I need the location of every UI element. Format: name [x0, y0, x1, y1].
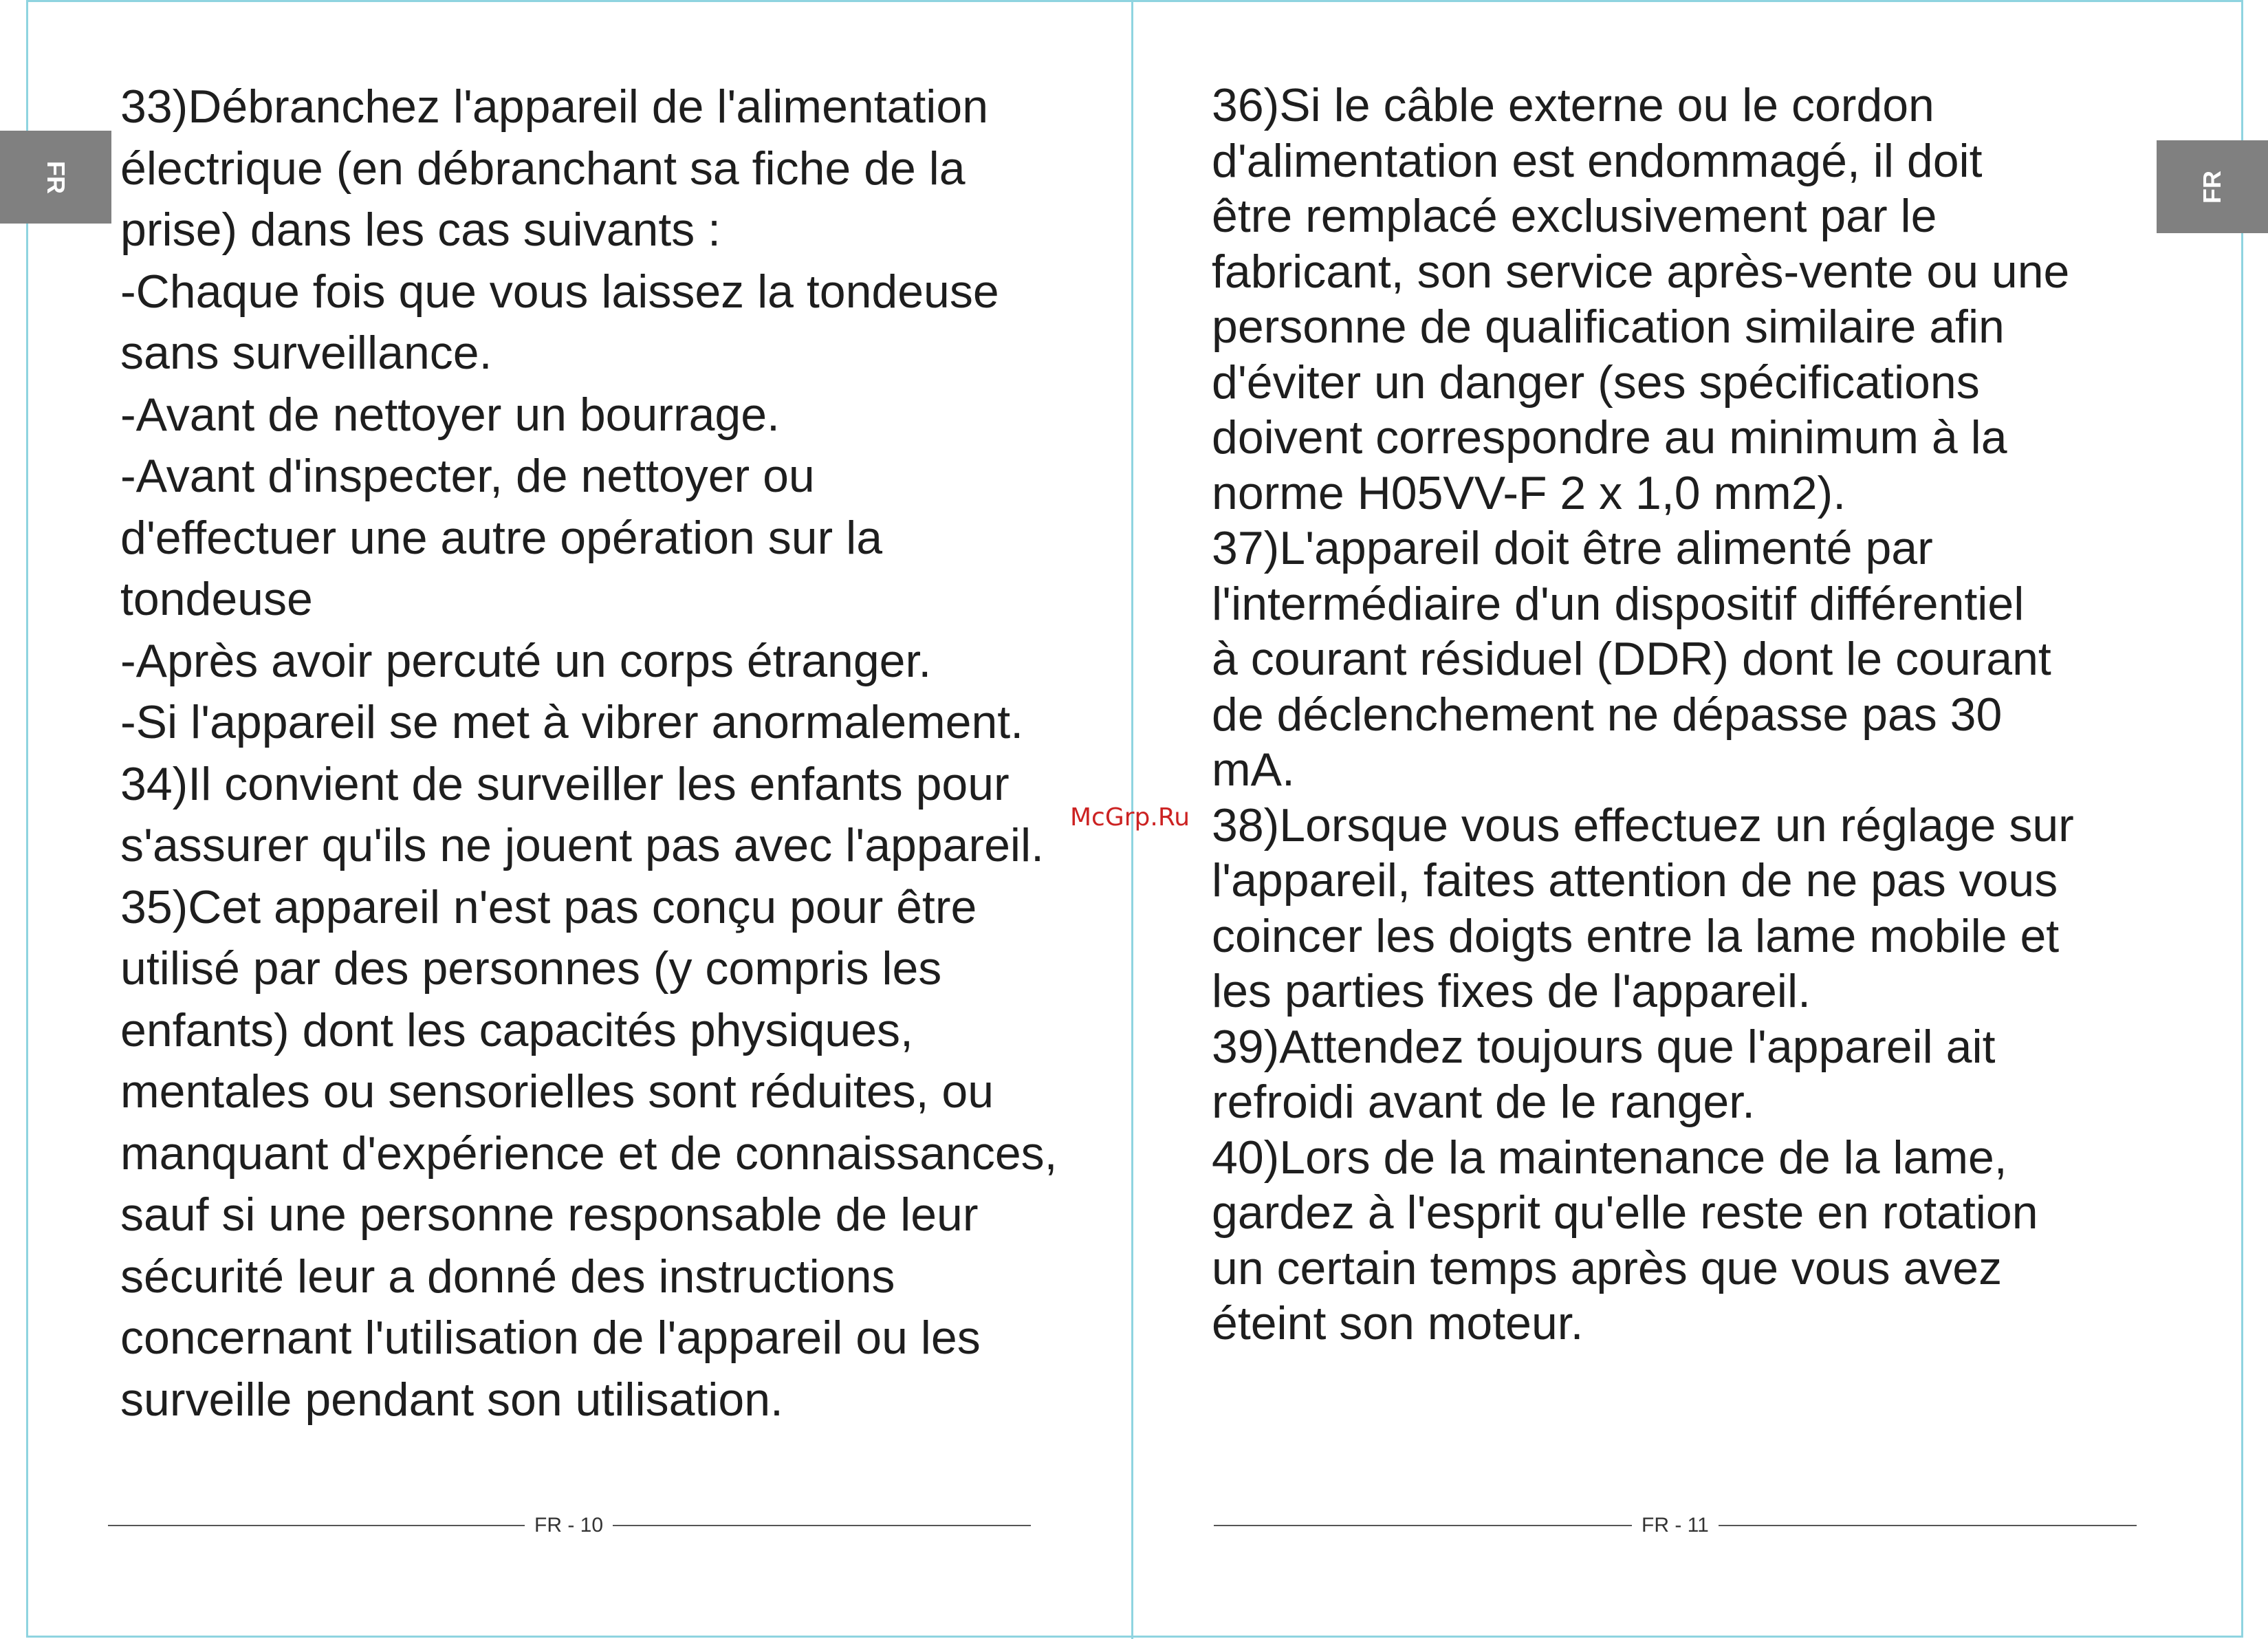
text-line: sans surveillance.	[120, 327, 492, 379]
watermark-text: McGrp.Ru	[1070, 803, 1190, 832]
text-line: prise) dans les cas suivants :	[120, 204, 721, 256]
text-line: 39)Attendez toujours que l'appareil ait	[1212, 1020, 1996, 1073]
text-line: enfants) dont les capacités physiques,	[120, 1003, 913, 1056]
language-tab-right-label: FR	[2198, 170, 2226, 204]
text-line: à courant résiduel (DDR) dont le courant	[1212, 633, 2051, 685]
text-line: -Chaque fois que vous laissez la tondeuse	[120, 265, 999, 318]
text-line: tondeuse	[120, 573, 313, 625]
text-line: éteint son moteur.	[1212, 1297, 1584, 1349]
language-tab-right	[2157, 140, 2268, 233]
text-line: l'intermédiaire d'un dispositif différentiel	[1212, 577, 2025, 630]
text-line: concernant l'utilisation de l'appareil ou les	[120, 1312, 981, 1364]
text-line: -Avant de nettoyer un bourrage.	[120, 388, 780, 441]
text-line: -Avant d'inspecter, de nettoyer ou	[120, 450, 815, 502]
text-line: 36)Si le câble externe ou le cordon	[1212, 79, 1934, 131]
text-line: mentales ou sensorielles sont réduites, ou	[120, 1065, 994, 1118]
language-tab-left	[0, 131, 111, 224]
language-tab-left-label: FR	[42, 160, 70, 194]
text-line: un certain temps après que vous avez	[1212, 1241, 2003, 1294]
right-page-body	[1212, 78, 2074, 1352]
text-line: 34)Il convient de surveiller les enfants pour	[120, 757, 1010, 810]
right-page-footer	[1214, 1508, 2137, 1543]
left-page-footer	[108, 1508, 1031, 1543]
text-line: manquant d'expérience et de connaissances,	[120, 1127, 1058, 1180]
text-line: -Après avoir percuté un corps étranger.	[120, 634, 932, 687]
text-line: fabricant, son service après-vente ou une	[1212, 245, 2070, 298]
left-page-body	[120, 76, 1058, 1431]
text-line: être remplacé exclusivement par le	[1212, 190, 1937, 242]
text-line: utilisé par des personnes (y compris les	[120, 942, 942, 995]
text-line: électrique (en débranchant sa fiche de la	[120, 142, 966, 195]
text-line: sauf si une personne responsable de leur	[120, 1188, 979, 1241]
text-line: personne de qualification similaire afin	[1212, 301, 2005, 353]
page-number: FR - 10	[534, 1514, 604, 1537]
text-line: mA.	[1212, 743, 1295, 796]
text-line: de déclenchement ne dépasse pas 30	[1212, 688, 2003, 741]
text-line: norme H05VV-F 2 x 1,0 mm2).	[1212, 466, 1846, 519]
text-line: coincer les doigts entre la lame mobile et	[1212, 909, 2060, 962]
text-line: doivent correspondre au minimum à la	[1212, 411, 2007, 464]
footer-rule	[1214, 1525, 1632, 1526]
text-line: 33)Débranchez l'appareil de l'alimentation	[120, 80, 989, 133]
text-line: 37)L'appareil doit être alimenté par	[1212, 522, 1933, 574]
text-line: -Si l'appareil se met à vibrer anormalement.	[120, 696, 1024, 748]
footer-rule	[108, 1525, 525, 1526]
text-line: gardez à l'esprit qu'elle reste en rotation	[1212, 1186, 2038, 1239]
text-line: d'éviter un danger (ses spécifications	[1212, 356, 1980, 409]
text-line: 35)Cet appareil n'est pas conçu pour être	[120, 880, 977, 933]
text-line: d'effectuer une autre opération sur la	[120, 511, 883, 564]
text-line: 38)Lorsque vous effectuez un réglage sur	[1212, 799, 2074, 851]
text-line: l'appareil, faites attention de ne pas vous	[1212, 854, 2058, 907]
footer-rule	[613, 1525, 1031, 1526]
page-number: FR - 11	[1642, 1514, 1709, 1537]
text-line: 40)Lors de la maintenance de la lame,	[1212, 1131, 2007, 1184]
text-line: surveille pendant son utilisation.	[120, 1373, 783, 1426]
text-line: les parties fixes de l'appareil.	[1212, 965, 1811, 1017]
text-line: s'assurer qu'ils ne jouent pas avec l'appareil.	[120, 819, 1045, 871]
text-line: refroidi avant de le ranger.	[1212, 1076, 1756, 1128]
text-line: d'alimentation est endommagé, il doit	[1212, 134, 1983, 187]
footer-rule	[1719, 1525, 2137, 1526]
text-line: sécurité leur a donné des instructions	[120, 1250, 895, 1303]
